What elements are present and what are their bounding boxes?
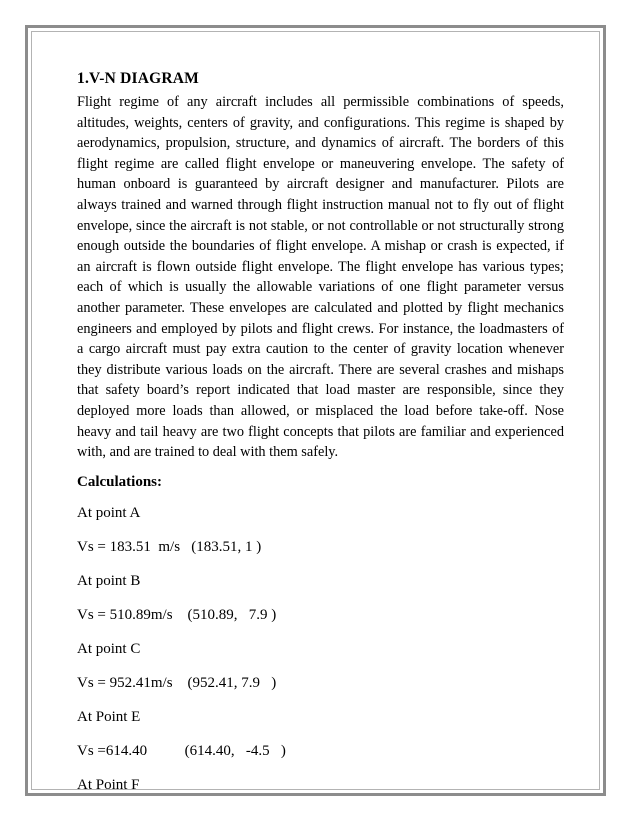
point-a-value: Vs = 183.51 m/s (183.51, 1 )	[77, 538, 262, 555]
point-c-label: At point C	[77, 640, 141, 657]
point-e-label: At Point E	[77, 708, 141, 725]
point-b-label: At point B	[77, 572, 141, 589]
point-e-value: Vs =614.40 (614.40, -4.5 )	[77, 742, 286, 759]
document-body	[77, 70, 564, 795]
point-c-value: Vs = 952.41m/s (952.41, 7.9 )	[77, 674, 277, 691]
point-a-label: At point A	[77, 504, 141, 521]
calculations-heading: Calculations:	[77, 473, 163, 490]
section-heading: 1.V-N DIAGRAM	[77, 70, 199, 87]
point-b-value: Vs = 510.89m/s (510.89, 7.9 )	[77, 606, 277, 623]
intro-paragraph: Flight regime of any aircraft includes all permissible combinations of speeds, altitudes, weights, centers of gravity, and configurations. This regime is shaped by aerodynamics, propulsion, structure, and dynamics of aircraft. The borders of this flight regime are called flight envelope or maneuvering envelope. The safety of human onboard is guaranteed by aircraft designer and manufacturer. Pilots are always trained and warned through flight instruction manual not to fly out of flight envelope, since the aircraft is not stable, or not controllable or not structurally strong enough outside the boundaries of flight envelope. A mishap or crash is expected, if an aircraft is flown outside flight envelope. The flight envelope has various types; each of which is usually the allowable variations of one flight parameter versus another parameter. These envelopes are calculated and plotted by flight mechanics engineers and employed by pilots and flight crews. For instance, the loadmasters of a cargo aircraft must pay extra caution to the center of gravity location whenever they distribute various loads on the aircraft. There are several crashes and mishaps that safety board’s report indicated that load master are responsible, since they deployed more loads than allowed, or misplaced the load before take-off. Nose heavy and tail heavy are two flight concepts that pilots are familiar and experienced with, and are trained to deal with them safely.	[77, 94, 564, 461]
point-f-label: At Point F	[77, 776, 140, 793]
